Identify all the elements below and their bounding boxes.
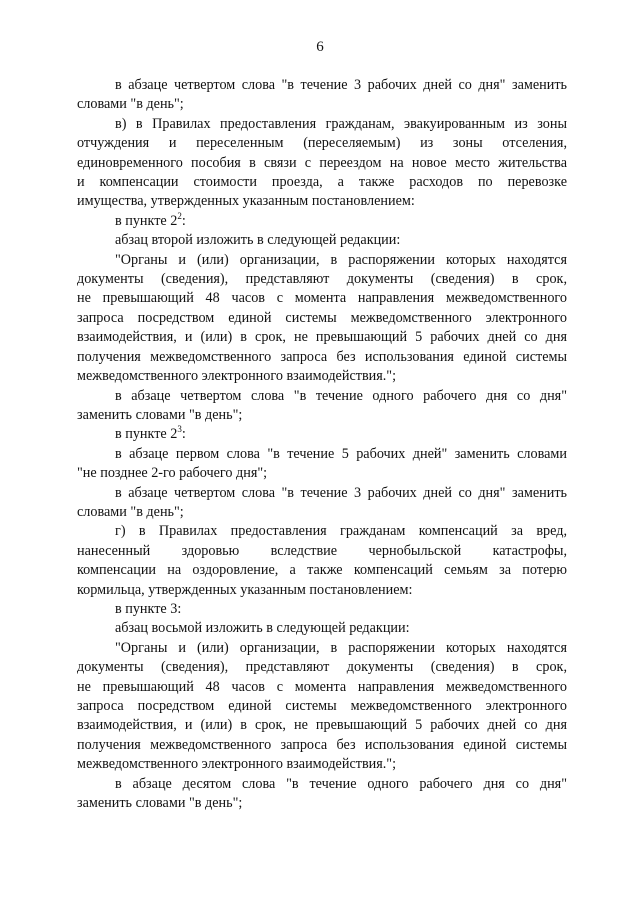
line-text: взаимодействия, и (или) в срок, не превышающий 5 рабочих дней со дня bbox=[77, 329, 567, 346]
text-line bbox=[77, 716, 567, 735]
text-line bbox=[77, 600, 567, 619]
line-text: в пункте 3: bbox=[115, 600, 182, 617]
line-text: документы (сведения), представляют документы (сведения) в срок, bbox=[77, 659, 567, 676]
line-text: компенсации на оздоровление, а также компенсаций семьям за потерю bbox=[77, 562, 567, 579]
superscript: 2 bbox=[177, 210, 182, 221]
paragraph bbox=[77, 522, 567, 600]
paragraph bbox=[77, 231, 567, 250]
line-text: кормильца, утвержденных указанным постановлением: bbox=[77, 581, 413, 598]
line-text: отчуждения и переселенным (переселяемым) из зоны отселения, bbox=[77, 135, 567, 152]
line-text: взаимодействия, и (или) в срок, не превышающий 5 рабочих дней со дня bbox=[77, 717, 567, 734]
line-text: абзац восьмой изложить в следующей редакции: bbox=[115, 620, 410, 637]
text-line bbox=[77, 95, 567, 114]
line-text: в абзаце четвертом слова "в течение одного рабочего дня со дня" bbox=[115, 387, 567, 404]
text-line bbox=[77, 658, 567, 677]
text-line bbox=[77, 309, 567, 328]
text-line bbox=[77, 736, 567, 755]
text-line bbox=[77, 755, 567, 774]
paragraph bbox=[77, 212, 567, 231]
paragraph bbox=[77, 425, 567, 444]
line-text: получения межведомственного запроса без использования единой системы bbox=[77, 736, 567, 753]
line-text: в абзаце четвертом слова "в течение 3 рабочих дней со дня" заменить bbox=[115, 484, 567, 501]
line-text: в) в Правилах предоставления гражданам, эвакуированным из зоны bbox=[115, 115, 567, 132]
line-text: получения межведомственного запроса без использования единой системы bbox=[77, 348, 567, 365]
paragraph bbox=[77, 619, 567, 638]
paragraph bbox=[77, 115, 567, 212]
line-text: в абзаце десятом слова "в течение одного рабочего дня со дня" bbox=[115, 775, 567, 792]
paragraph bbox=[77, 775, 567, 814]
text-line bbox=[77, 192, 567, 211]
text-line bbox=[77, 231, 567, 250]
line-text: абзац второй изложить в следующей редакции: bbox=[115, 232, 401, 249]
text-line bbox=[77, 251, 567, 270]
text-line bbox=[77, 619, 567, 638]
line-text: в абзаце первом слова "в течение 5 рабочих дней" заменить словами bbox=[115, 445, 567, 462]
line-text: единовременного пособия в связи с переездом на новое место жительства bbox=[77, 154, 567, 171]
line-text: заменить словами "в день"; bbox=[77, 795, 243, 812]
line-text: межведомственного электронного взаимодействия."; bbox=[77, 756, 397, 773]
text-line bbox=[77, 561, 567, 580]
superscript: 3 bbox=[177, 424, 182, 435]
paragraph bbox=[77, 251, 567, 387]
text-line bbox=[77, 639, 567, 658]
document-body bbox=[77, 76, 567, 813]
text-line bbox=[77, 406, 567, 425]
text-line bbox=[77, 270, 567, 289]
page-number: 6 bbox=[316, 39, 324, 55]
text-line bbox=[77, 425, 567, 444]
line-text: запроса посредством единой системы межведомственного электронного bbox=[77, 309, 567, 326]
paragraph bbox=[77, 445, 567, 484]
line-text: не превышающий 48 часов с момента направления межведомственного bbox=[77, 290, 567, 307]
text-line bbox=[77, 212, 567, 231]
line-text: "Органы и (или) организации, в распоряжении которых находятся bbox=[115, 639, 567, 656]
paragraph bbox=[77, 76, 567, 115]
line-suffix: : bbox=[181, 426, 186, 443]
text-line bbox=[77, 503, 567, 522]
line-suffix: : bbox=[181, 212, 186, 229]
line-text: межведомственного электронного взаимодействия."; bbox=[77, 368, 397, 385]
line-text: г) в Правилах предоставления гражданам компенсаций за вред, bbox=[115, 523, 567, 540]
text-line bbox=[77, 542, 567, 561]
text-line bbox=[77, 367, 567, 386]
text-line bbox=[77, 484, 567, 503]
text-line bbox=[77, 76, 567, 95]
text-line bbox=[77, 289, 567, 308]
line-text: не превышающий 48 часов с момента направления межведомственного bbox=[77, 678, 567, 695]
text-line bbox=[77, 697, 567, 716]
line-text: и компенсации стоимости проезда, а также расходов по перевозке bbox=[77, 174, 567, 191]
line-text: имущества, утвержденных указанным постановлением: bbox=[77, 193, 415, 210]
text-line bbox=[77, 173, 567, 192]
line-text: словами "в день"; bbox=[77, 503, 184, 520]
line-text: запроса посредством единой системы межведомственного электронного bbox=[77, 698, 567, 714]
text-line bbox=[77, 464, 567, 483]
text-line bbox=[77, 387, 567, 406]
line-text: заменить словами "в день"; bbox=[77, 406, 243, 423]
line-text: в пункте 2 bbox=[115, 426, 178, 443]
text-line bbox=[77, 522, 567, 541]
text-line bbox=[77, 348, 567, 367]
text-line bbox=[77, 328, 567, 347]
line-text: "Органы и (или) организации, в распоряжении которых находятся bbox=[115, 251, 567, 268]
line-text: нанесенный здоровью вследствие чернобыльской катастрофы, bbox=[77, 542, 567, 559]
text-line bbox=[77, 115, 567, 134]
text-line bbox=[77, 794, 567, 813]
line-text: "не позднее 2-го рабочего дня"; bbox=[77, 465, 268, 482]
paragraph bbox=[77, 639, 567, 775]
paragraph bbox=[77, 484, 567, 523]
text-line bbox=[77, 445, 567, 464]
line-text: документы (сведения), представляют документы (сведения) в срок, bbox=[77, 271, 567, 288]
line-text: в абзаце четвертом слова "в течение 3 рабочих дней со дня" заменить bbox=[115, 77, 567, 93]
text-line bbox=[77, 581, 567, 600]
paragraph bbox=[77, 600, 567, 619]
text-line bbox=[77, 134, 567, 153]
paragraph bbox=[77, 387, 567, 426]
line-text: в пункте 2 bbox=[115, 212, 178, 229]
text-line bbox=[77, 154, 567, 173]
text-line bbox=[77, 678, 567, 697]
text-line bbox=[77, 775, 567, 794]
line-text: словами "в день"; bbox=[77, 96, 184, 113]
